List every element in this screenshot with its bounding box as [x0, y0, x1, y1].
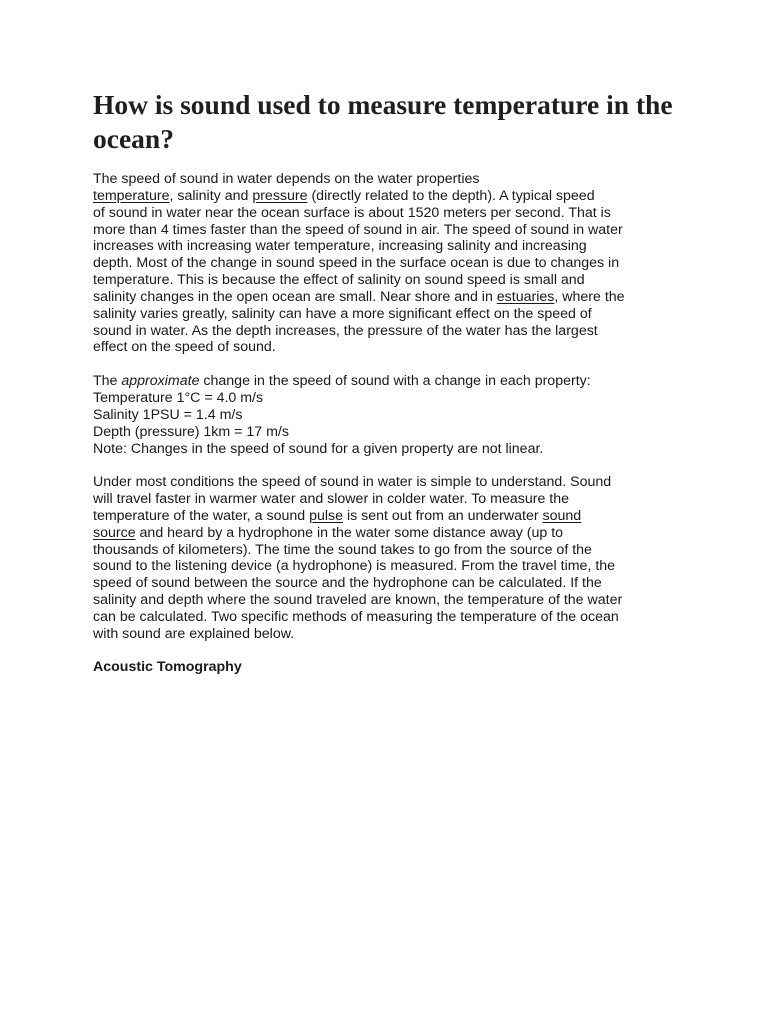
text-line: thousands of kilometers). The time the sound takes to go from the source of the	[93, 541, 592, 558]
link-sound-source[interactable]: sound	[542, 507, 582, 524]
text-line: sound to the listening device (a hydrophone) is measured. From the travel time, the	[93, 558, 616, 575]
text-line: temperature. This is because the effect of salinity on sound speed is small and	[93, 272, 585, 289]
text-line: effect on the speed of sound.	[93, 339, 276, 356]
text-line: The speed of sound in water depends on the water properties	[93, 171, 480, 187]
text-line: will travel faster in warmer water and slower in colder water. To measure the	[93, 491, 569, 508]
link-pressure[interactable]: pressure	[252, 187, 308, 204]
text-line: depth. Most of the change in sound speed in the surface ocean is due to changes in	[93, 255, 620, 272]
paragraph-speed-of-sound	[93, 171, 683, 356]
text-line	[93, 289, 683, 306]
note-line: Note: Changes in the speed of sound for a given property are not linear.	[93, 440, 544, 457]
text-line	[93, 525, 683, 542]
page-title: How is sound used to measure temperature in the ocean?	[93, 89, 673, 154]
text-line	[93, 508, 683, 525]
text-fragment: salinity changes in the open ocean are small. Near shore and in	[93, 288, 497, 305]
paragraph-measuring-temperature	[93, 474, 683, 642]
salinity-change-line: Salinity 1PSU = 1.4 m/s	[93, 406, 243, 423]
link-temperature[interactable]: temperature	[93, 187, 170, 204]
text-fragment: (directly related to the depth). A typical speed	[307, 187, 595, 204]
link-pulse[interactable]: pulse	[309, 507, 344, 524]
text-line: increases with increasing water temperature, increasing salinity and increasing	[93, 238, 587, 255]
text-line: salinity and depth where the sound traveled are known, the temperature of the water	[93, 592, 623, 609]
text-line: can be calculated. Two specific methods of measuring the temperature of the ocean	[93, 608, 619, 625]
temperature-change-line: Temperature 1°C = 4.0 m/s	[93, 389, 264, 406]
text-line: more than 4 times faster than the speed of sound in air. The speed of sound in water	[93, 221, 623, 238]
paragraph-approximate-changes	[93, 373, 683, 457]
document-page	[93, 88, 683, 676]
text-fragment: change in the speed of sound with a change in each property:	[199, 373, 591, 390]
link-sound-source-cont[interactable]: source	[93, 524, 136, 541]
text-line	[93, 373, 683, 390]
text-fragment: temperature of the water, a sound	[93, 507, 310, 524]
link-estuaries[interactable]: estuaries	[496, 288, 555, 305]
depth-change-line: Depth (pressure) 1km = 17 m/s	[93, 423, 289, 440]
text-fragment: is sent out from an underwater	[343, 507, 543, 524]
text-line: Under most conditions the speed of sound in water is simple to understand. Sound	[93, 474, 612, 491]
emphasis-approximate: approximate	[121, 373, 200, 390]
text-fragment: The	[93, 373, 122, 390]
text-line	[93, 188, 683, 205]
text-line: with sound are explained below.	[93, 625, 295, 642]
text-line: salinity varies greatly, salinity can have a more significant effect on the speed of	[93, 305, 592, 322]
text-fragment: , where the	[554, 288, 625, 305]
text-line: sound in water. As the depth increases, the pressure of the water has the largest	[93, 322, 598, 339]
text-line: of sound in water near the ocean surface is about 1520 meters per second. That is	[93, 204, 611, 221]
section-heading-acoustic-tomography: Acoustic Tomography	[93, 659, 242, 676]
text-line: speed of sound between the source and the hydrophone can be calculated. If the	[93, 575, 602, 592]
text-fragment: , salinity and	[169, 187, 253, 204]
text-fragment: and heard by a hydrophone in the water some distance away (up to	[135, 524, 564, 541]
